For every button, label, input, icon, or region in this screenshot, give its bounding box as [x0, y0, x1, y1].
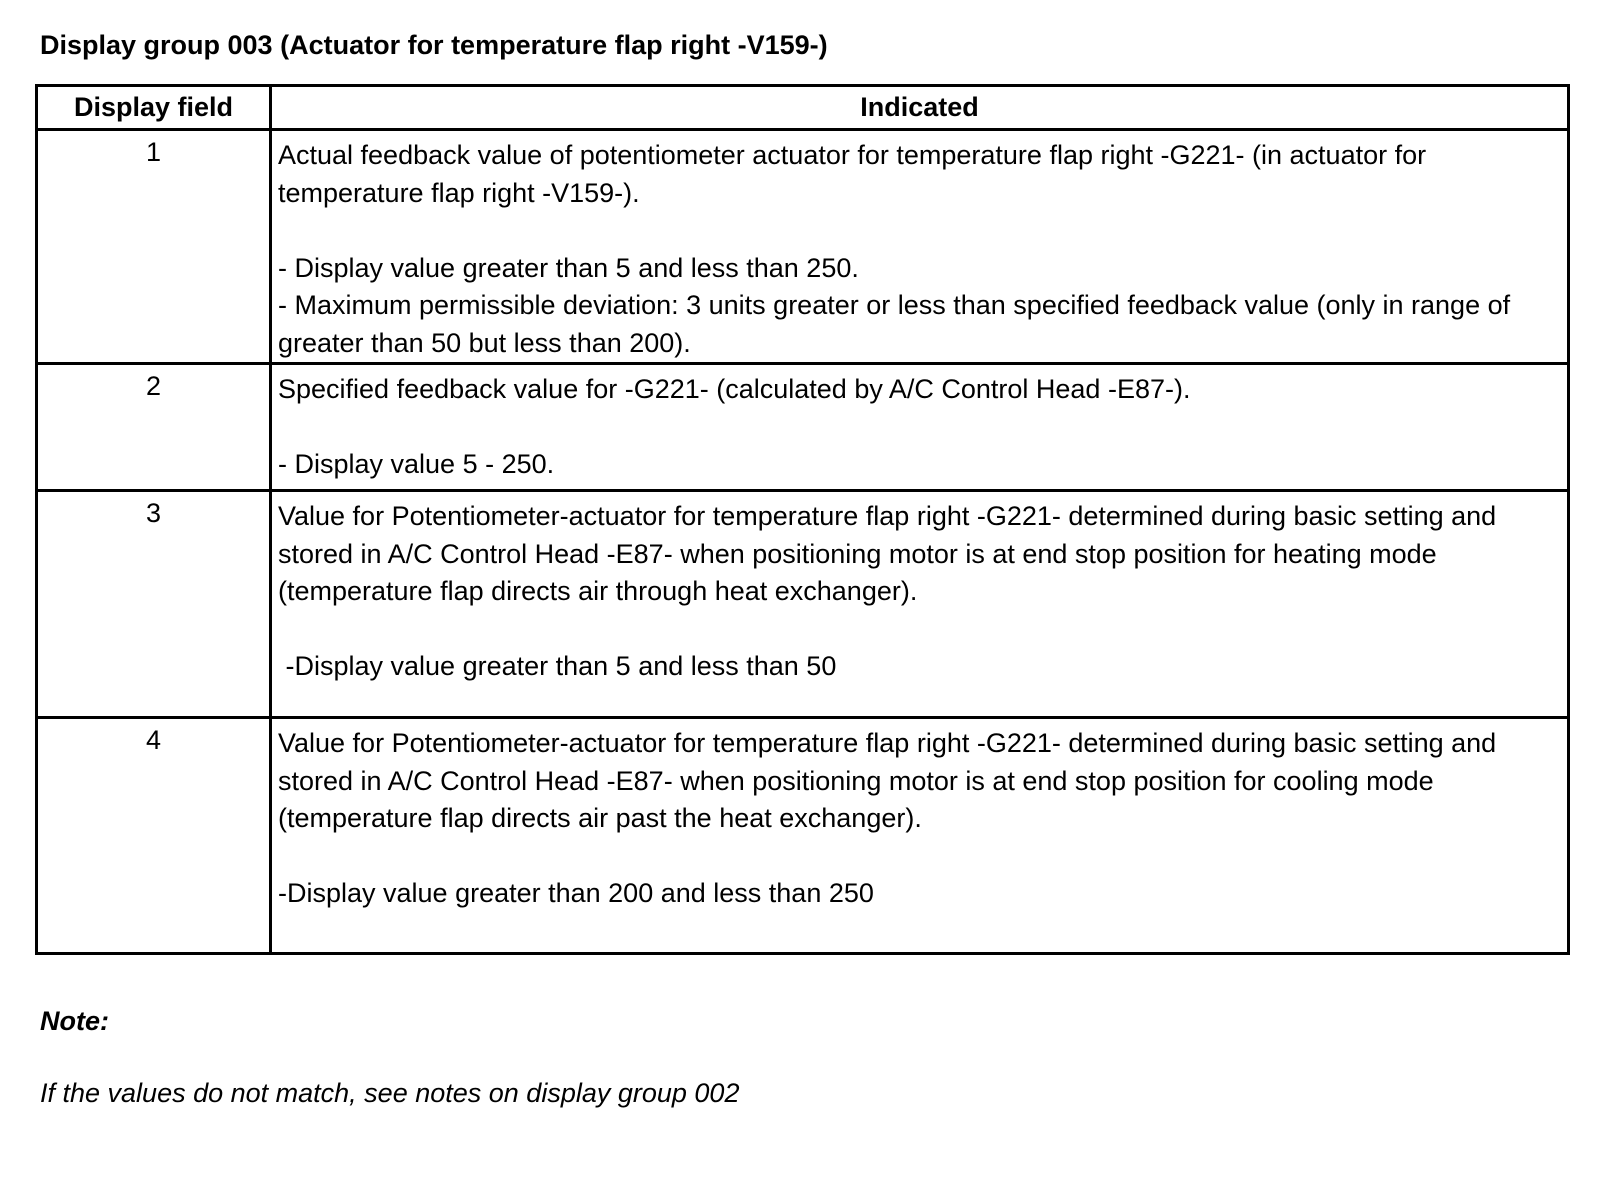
description-text: Value for Potentiometer-actuator for temperature flap right -G221- determined during basic setting and stored in A/C Control Head -E87- when positioning motor is at end stop position for cooling mode (temperature flap directs air past the heat exchanger).	[278, 728, 1497, 833]
display-value-range: - Display value 5 - 250.	[278, 449, 555, 479]
table-row	[37, 491, 1569, 718]
display-value-range: -Display value greater than 5 and less than 50	[278, 651, 837, 681]
display-group-table	[35, 84, 1570, 955]
table-row	[37, 364, 1569, 491]
indicated-description	[271, 364, 1569, 491]
indicated-description	[271, 718, 1569, 954]
display-field-number: 2	[37, 364, 271, 491]
indicated-description	[271, 130, 1569, 364]
description-text: Specified feedback value for -G221- (calculated by A/C Control Head -E87-).	[278, 374, 1191, 404]
column-header-indicated: Indicated	[271, 86, 1569, 130]
page-title: Display group 003 (Actuator for temperature flap right -V159-)	[40, 30, 828, 60]
table-header-row	[37, 86, 1569, 130]
display-value-range: - Display value greater than 5 and less than 250.	[278, 252, 859, 283]
max-deviation-text: - Maximum permissible deviation: 3 units greater or less than specified feedback value (only in range of greater than 50 but less than 200).	[278, 290, 1511, 358]
display-field-number: 4	[37, 718, 271, 954]
note-text: If the values do not match, see notes on display group 002	[40, 1078, 740, 1108]
description-text: Value for Potentiometer-actuator for temperature flap right -G221- determined during basic setting and stored in A/C Control Head -E87- when positioning motor is at end stop position for heating mode (temperature flap directs air through heat exchanger).	[278, 501, 1497, 606]
display-value-range: -Display value greater than 200 and less than 250	[278, 878, 874, 908]
note-label: Note:	[40, 1006, 109, 1036]
display-field-number: 3	[37, 491, 271, 718]
description-text: Actual feedback value of potentiometer actuator for temperature flap right -G221- (in actuator for temperature flap right -V159-).	[278, 140, 1427, 208]
table-row	[37, 130, 1569, 364]
display-field-number: 1	[37, 130, 271, 364]
indicated-description	[271, 491, 1569, 718]
table-row	[37, 718, 1569, 954]
column-header-display-field: Display field	[37, 86, 271, 130]
